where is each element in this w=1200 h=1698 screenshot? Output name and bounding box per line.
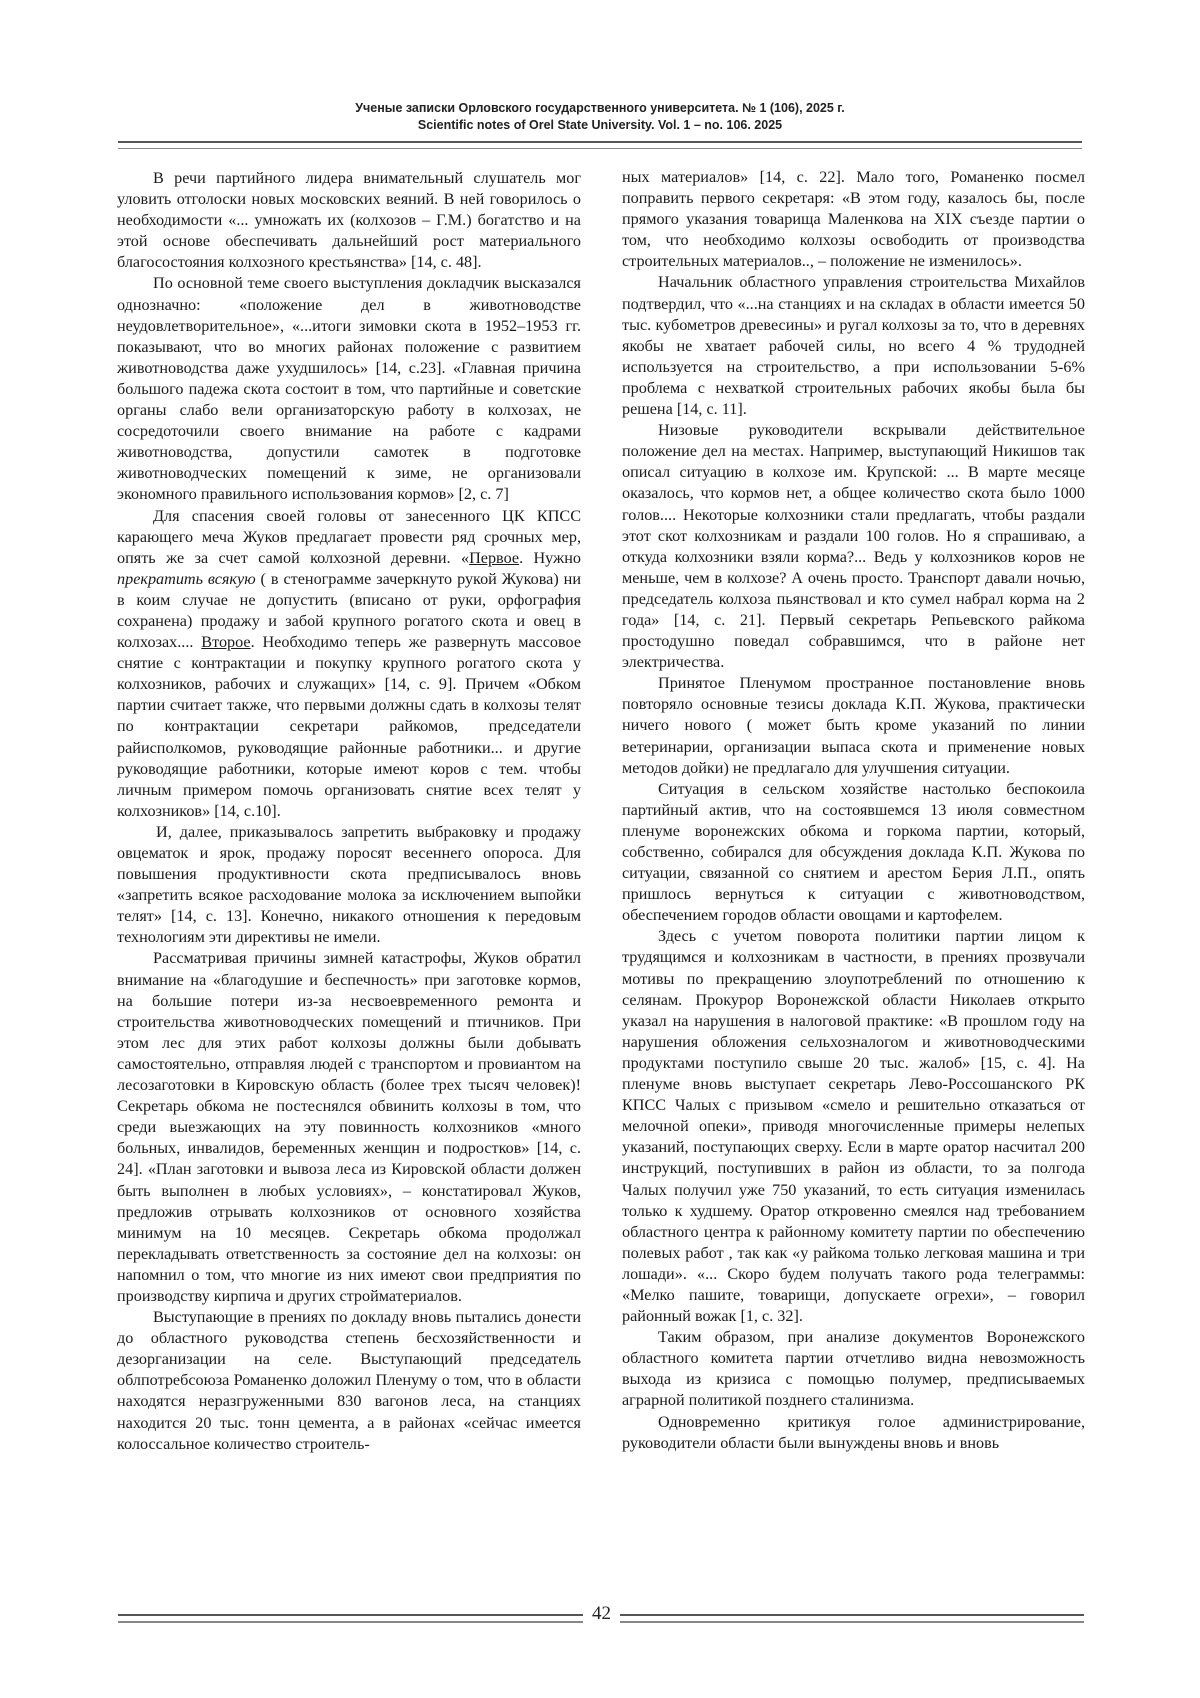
journal-title-ru: Ученые записки Орловского государственного университета. № 1 (106), 2025 г. [355,101,845,115]
left-column [117,168,581,1455]
text-run: Для спасения своей головы от занесенного ЦК КПСС карающего меча Жуков предлагает провести ряд срочных мер, опять же за счет самой колхозной деревни. « [117,506,581,567]
footer-rule-left [118,1614,583,1623]
paragraph: ных материалов» [14, с. 22]. Мало того, Романенко посмел поправить первого секретаря: «В этом году, казалось бы, после прямого указания товарища Маленкова на XIX съезде партии о том, что необходимо колхозы освободить от производства строительных материалов.., – положение не изменилось». [622,168,1085,271]
paragraph: Таким образом, при анализе документов Воронежского областного комитета партии отчетливо видна невозможность выхода из кризиса с помощью полумер, предписываемых аграрной политикой позднего сталинизма. [622,1328,1085,1410]
paragraph [117,506,581,822]
paragraph: Принятое Пленумом пространное постановление вновь повторяло основные тезисы доклада К.П. Жукова, практически ничего нового ( может быть кроме указаний по линии ветеринарии, организации выпаса скота и применение новых методов дойки) не предлагало для улучшения ситуации. [622,674,1085,777]
paragraph: Начальник областного управления строительства Михайлов подтвердил, что «...на станциях и на складах в области имеется 50 тыс. кубометров древесины» и ругал колхозы за то, что в деревнях якобы не хватает рабочей силы, но всего 4 % трудодней используется на строительство, а при использовании 5-6% проблема с нехваткой строительных рабочих якобы была бы решена [14, с. 11]. [622,273,1085,419]
underlined-second: Второе [201,633,251,652]
paragraph: Здесь с учетом поворота политики партии лицом к трудящимся и колхозникам в частности, в прениях прозвучали мотивы по прекращению злоупотреблений по отношению к селянам. Прокурор Воронежской области Николаев открыто указал на нарушения в налоговой практике: «В прошлом году на нарушения обложения сельхозналогом и животноводческими продуктами поступило свыше 20 тыс. жалоб» [15, с. 4]. На пленуме вновь выступает секретарь Лево-Россошанского РК КПСС Чалых с призывом «смело и решительно отказаться от мелочной опеки», приводя многочисленные примеры нелепых указаний, поступающих сверху. Если в марте оратор насчитал 200 инструкций, поступивших в район из области, то за полгода Чалых получил уже 750 указаний, то есть ситуация изменилась только к худшему. Оратор откровенно смеялся над требованием областного центра к районному комитету партии по обеспечению полевых работ , так как «у райкома только легковая машина и три лошади». «... Скоро будем получать такого рода телеграммы: «Мелко пашите, товарищи, допускаете огрехи», – говорил районный вожак [1, с. 32]. [622,927,1085,1326]
paragraph: И, далее, приказывалось запретить выбраковку и продажу овцематок и ярок, продажу поросят весеннего опороса. Для повышения продуктивности скота предписывалось вновь «запретить всякое расходование молока за исключением выпойки телят» [14, с. 13]. Конечно, никакого отношения к передовым технологиям эти директивы не имели. [117,822,581,947]
journal-title-en: Scientific notes of Orel State University. Vol. 1 – no. 106. 2025 [417,118,783,132]
paragraph: Одновременно критикуя голое администрирование, руководители области были вынуждены вновь и вновь [622,1412,1085,1452]
italic-phrase: прекратить всякую [117,569,256,588]
text-run: . Необходимо теперь же развернуть массовое снятие с контрактации и покупку крупного рогатого скота у колхозников, рабочих и служащих» [14, с. 9]. Причем «Обком партии считает также, что первыми должны сдать в колхозы телят по контрактации секретари райкомов, председатели райисполкомов, руководящие районные работники... и другие руководящие работники, которые имеют коров с тем. чтобы личным примером помочь организовать снятие всех телят у колхозников» [14, с.10]. [117,633,582,820]
text-run: . Нужно [519,548,581,567]
underlined-first: Первое [469,548,520,567]
journal-header [118,100,1082,134]
paragraph: Выступающие в прениях по докладу вновь пытались донести до областного руководства степень бесхозяйственности и дезорганизации на селе. Выступающий председатель облпотребсоюза Романенко доложил Пленуму о том, что в области находятся неразгруженными 830 вагонов леса, на станциях находится 20 тыс. тонн цемента, а в районах «сейчас имеется колоссальное количество строитель- [117,1308,581,1453]
footer-rule-right [620,1614,1084,1623]
right-column [622,167,1085,1454]
paragraph: Ситуация в сельском хозяйстве настолько беспокоила партийный актив, что на состоявшемся 13 июля совместном пленуме воронежских обкома и горкома партии, который, собственно, собирался для обсуждения доклада К.П. Жукова по ситуации, связанной со снятием и арестом Берия Л.П., опять пришлось вернуться к ситуации с животноводством, обеспечением городов области овощами и картофелем. [622,779,1085,925]
paragraph: По основной теме своего выступления докладчик высказался однозначно: «положение дел в животноводстве неудовлетворительное», «...итоги зимовки скота в 1952–1953 гг. показывают, что во многих районах положение с развитием животноводства даже ухудшилось» [14, с.23]. «Главная причина большого падежа скота состоит в том, что партийные и советские органы слабо вели организаторскую работу в колхозах, не сосредоточили своего внимание на работе с кадрами животноводства, допустили самотек в подготовке животноводческих помещений к зиме, не организовали экономного правильного использования кормов» [2, с. 7] [117,274,581,504]
paragraph: В речи партийного лидера внимательный слушатель мог уловить отголоски новых московских веяний. В ней говорилось о необходимости «... умножать их (колхозов – Г.М.) богатство и на этой основе обеспечивать дальнейший рост материального благосостояния колхозного крестьянства» [14, с. 48]. [117,169,581,272]
paragraph: Рассматривая причины зимней катастрофы, Жуков обратил внимание на «благодушие и беспечность» при заготовке кормов, на большие потери из-за несвоевременного ремонта и строительства животноводческих помещений и птичников. При этом лес для этих работ колхозы должны были добывать самостоятельно, отправляя людей с транспортом и провиантом на лесозаготовки в Кировскую область (более трех тысяч человек)! Секретарь обкома не постеснялся обвинить колхозы в том, что среди выезжающих на эту повинность колхозников «много больных, инвалидов, беременных женщин и подростков» [14, с. 24]. «План заготовки и вывоза леса из Кировской области должен быть выполнен в любых условиях», – констатировал Жуков, предложив отрывать колхозников от основного хозяйства минимум на 10 месяцев. Секретарь обкома продолжал перекладывать ответственность за состояние дел на колхозы: он напомнил о том, что многие из них имеют свои предприятия по производству кирпича и других стройматериалов. [117,949,581,1305]
header-rule [118,141,1082,149]
page-number: 42 [592,1603,611,1624]
paragraph: Низовые руководители вскрывали действительное положение дел на местах. Например, выступающий Никишов так описал ситуацию в колхозе им. Крупской: ... В марте месяце оказалось, что кормов нет, а общее количество скота было 1000 голов.... Некоторые колхозники стали предлагать, чтобы раздали этот скот колхозникам и раздали 100 голов. Но я спрашиваю, а откуда колхозники взяли корма?... Ведь у колхозников коров не меньше, чем в колхозе? А очень просто. Транспорт давали ночью, председатель колхоза пьянствовал и кто сумел набрал корма на 2 года» [14, с. 21]. Первый секретарь Репьевского райкома простодушно поведал собравшимся, что в районе нет электричества. [622,421,1085,672]
text-run: ( в стенограмме зачеркнуто рукой Жукова) ни в коим случае не допустить (вписано от руки, орфография сохранена) продажу и забой крупного рогатого скота и овец в колхозах.... [117,569,581,652]
